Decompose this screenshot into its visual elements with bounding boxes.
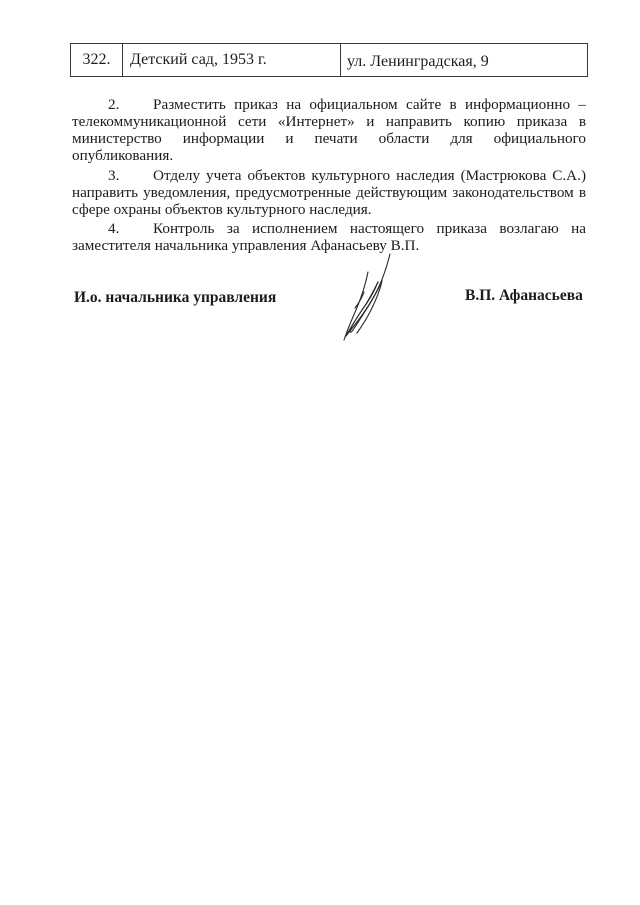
item-3-number: 3. [108, 167, 120, 184]
item-2-text: Разместить приказ на официальном сайте в информационно – телекоммуникационной сети «Интернет» и направить копию приказа в министерство информации и печати области для официального опубликования. [72, 96, 586, 164]
handwritten-signature [338, 252, 398, 344]
signatory-position: И.о. начальника управления [74, 289, 277, 306]
item-3-paragraph [72, 167, 586, 218]
item-4-text: Контроль за исполнением настоящего приказа возлагаю на заместителя начальника управления Афанасьеву В.П. [72, 220, 586, 254]
item-4-paragraph [72, 220, 586, 254]
row-number: 322. [71, 44, 123, 76]
object-address: ул. Ленинградская, 9 [347, 53, 489, 70]
item-2-paragraph [72, 96, 586, 164]
item-2-number: 2. [108, 96, 120, 113]
item-3-text: Отделу учета объектов культурного наследия (Мастрюкова С.А.) направить уведомления, предусмотренные действующим законодательством в сфере охраны объектов культурного наследия. [72, 167, 586, 218]
item-4-number: 4. [108, 220, 120, 237]
signatory-name: В.П. Афанасьева [465, 287, 583, 304]
monuments-table-row [70, 43, 588, 77]
object-name: Детский сад, 1953 г. [123, 44, 341, 76]
